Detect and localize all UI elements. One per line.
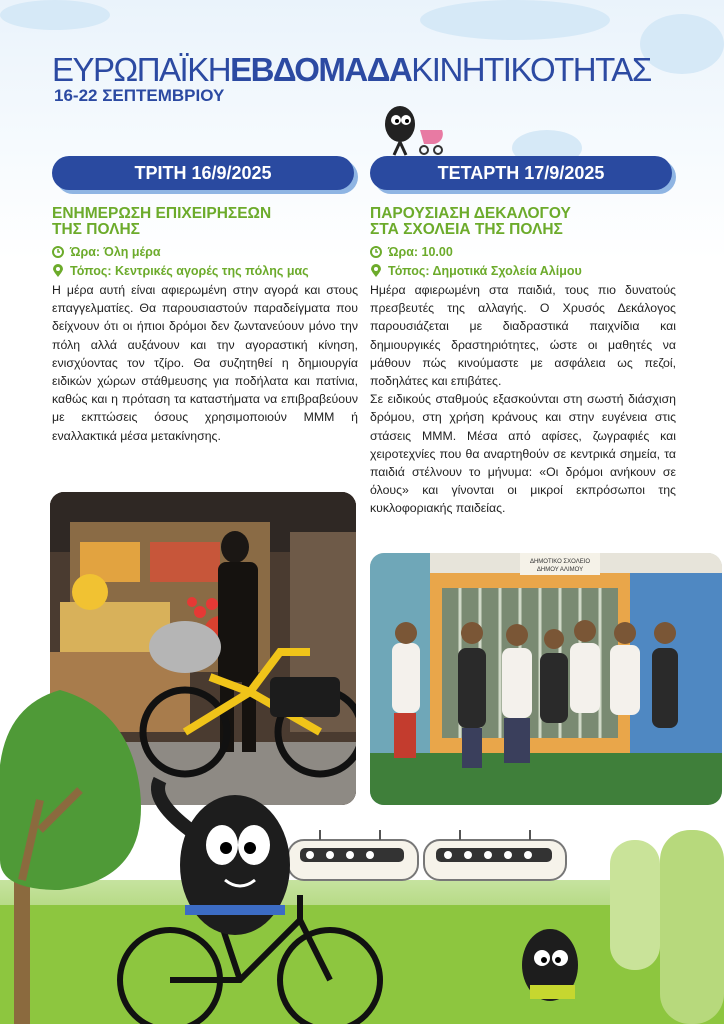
left-column (52, 206, 358, 445)
cloud (420, 0, 610, 40)
school-sign-line1: ΔΗΜΟΤΙΚΟ ΣΧΟΛΕΙΟ (529, 559, 591, 565)
right-time (370, 245, 676, 259)
right-heading (370, 206, 676, 238)
title-part-3: ΚΙΝΗΤΙΚΟΤΗΤΑΣ (411, 51, 651, 88)
right-heading-line2: ΣΤΑ ΣΧΟΛΕΙΑ ΤΗΣ ΠΟΛΗΣ (370, 221, 563, 238)
tram-icon (424, 830, 566, 880)
day-pill-tuesday: ΤΡΙΤΗ 16/9/2025 (52, 156, 354, 190)
tram-icon (288, 830, 418, 880)
location-pin-icon (52, 264, 64, 278)
right-time-text: Ώρα: 10.00 (388, 245, 453, 259)
mascot-small-icon (522, 929, 578, 1001)
school-sign-line2: ΔΗΜΟΥ ΑΛΙΜΟΥ (536, 567, 584, 573)
right-place (370, 264, 676, 278)
tree-canopy (0, 690, 141, 890)
left-paragraph: Η μέρα αυτή είναι αφιερωμένη στην αγορά και στους επαγγελματίες. Θα παρουσιαστούν παραδείγματα που δείχνουν ότι οι ήπιοι δρόμοι δεν ζωντανεύουν μόνο την πόλη αλλά αυξάνουν και την αγοραστική κίνηση, ενισχύοντας τον τζίρο. Θα συζητηθεί η δημιουργία ειδικών χώρων στάθμευσης για ποδήλατα και πατίνια, καθώς και η πρόταση τα καταστήματα να επιβραβεύουν με εκπτώσεις όσους χρησιμοποιούν ΜΜΜ ή εναλλακτικά μέσα μετακίνησης. (52, 283, 358, 443)
poster-title (52, 52, 651, 88)
title-part-1: ΕΥΡΩΠΑΪΚΗ (52, 51, 231, 88)
right-paragraph-2: Σε ειδικούς σταθμούς εξασκούνται στη σωστή διάσχιση δρόμου, στη χρήση κράνους και στην ευγένεια στις στάσεις ΜΜΜ. Μέσα από αφίσες, ζωγραφιές και χειροτεχνίες που θα αναρτηθούν σε κεντρικά σημεία, τα παιδιά στέλνουν το μήνυμα: «Οι δρόμοι ανήκουν σε όλους» και γίνονται οι μικροί εκπρόσωποι της κυκλοφοριακής παιδείας. (370, 392, 676, 516)
left-time-text: Ώρα: Όλη μέρα (70, 245, 161, 259)
cloud (640, 14, 724, 74)
bottom-illustration (0, 680, 724, 1024)
clock-icon (370, 246, 382, 258)
left-heading-line1: ΕΝΗΜΕΡΩΣΗ ΕΠΙΧΕΙΡΗΣΕΩΝ (52, 205, 272, 222)
title-part-2: ΕΒΔΟΜΑΔΑ (230, 51, 412, 88)
tree-right-small (610, 840, 660, 970)
right-paragraph-1: Ημέρα αφιερωμένη στα παιδιά, τους πιο δυνατούς πρεσβευτές της αλλαγής. Ο Χρυσός Δεκάλογος παρουσιάζεται με διαδραστικά παιχνίδια και δημιουργικές δραστηριότητες, ώστε οι μαθητές να μάθουν πώς κινούμαστε με ασφάλεια ως πεζοί, ποδηλάτες και επιβάτες. (370, 283, 676, 389)
left-time (52, 245, 358, 259)
left-heading (52, 206, 358, 238)
left-place (52, 264, 358, 278)
left-place-text: Τόπος: Κεντρικές αγορές της πόλης μας (70, 264, 309, 278)
event-dates: 16-22 ΣΕΠΤΕΜΒΡΙΟΥ (54, 86, 225, 105)
mascot-stroller-icon (380, 100, 450, 160)
right-place-text: Τόπος: Δημοτικά Σχολεία Αλίμου (388, 264, 582, 278)
day-pill-wednesday: ΤΕΤΑΡΤΗ 17/9/2025 (370, 156, 672, 190)
cloud (0, 0, 110, 30)
location-pin-icon (370, 264, 382, 278)
clock-icon (52, 246, 64, 258)
right-column (370, 206, 676, 518)
mascot-rider-icon (158, 780, 290, 935)
left-heading-line2: ΤΗΣ ΠΟΛΗΣ (52, 221, 140, 238)
tree-right (660, 830, 724, 1024)
right-heading-line1: ΠΑΡΟΥΣΙΑΣΗ ΔΕΚΑΛΟΓΟΥ (370, 205, 571, 222)
